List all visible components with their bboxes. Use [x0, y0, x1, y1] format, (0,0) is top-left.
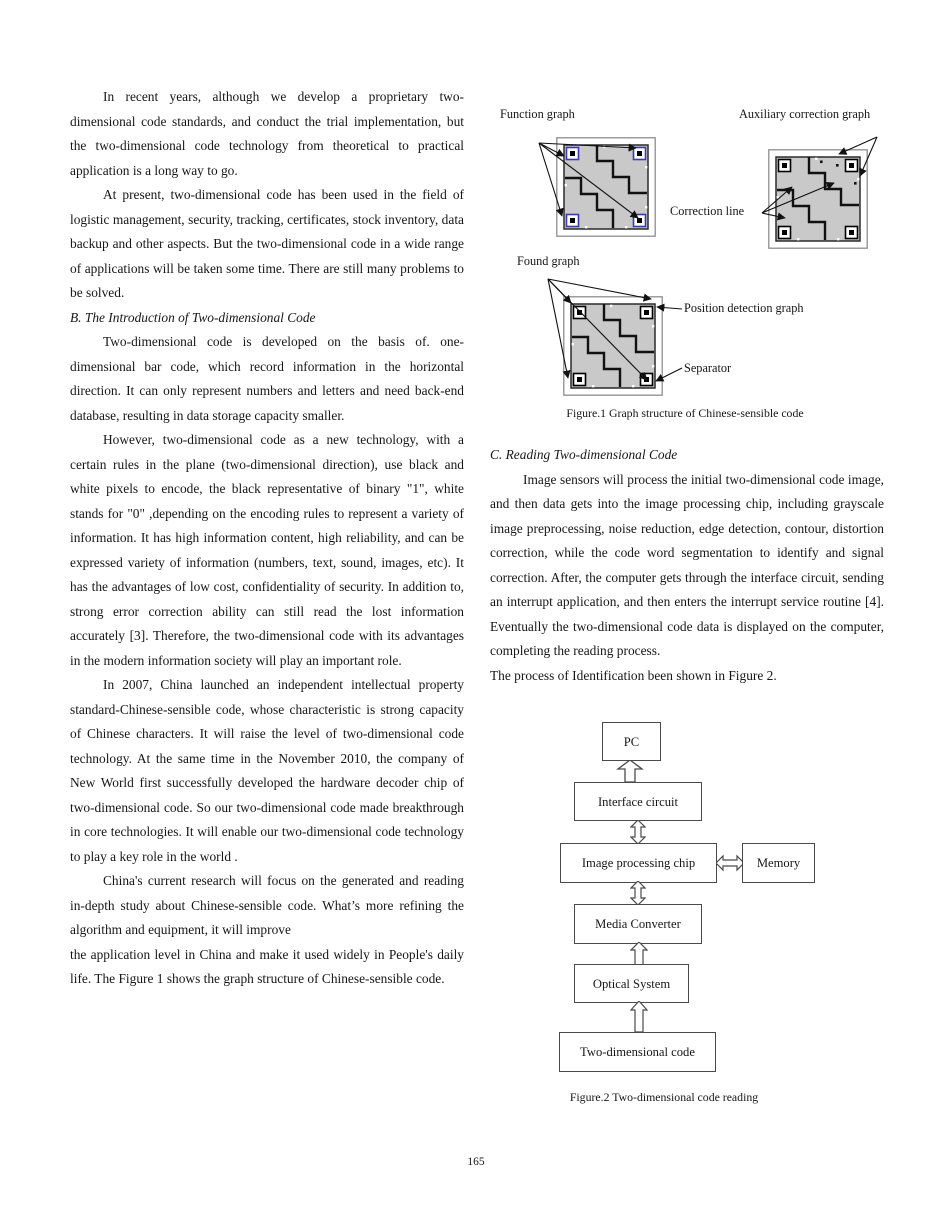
paragraph: However, two-dimensional code as a new technology, with a certain rules in the plane (two-dimensional direction), use black and white pixels to encode, the black representative of binary "1", white stands for "0" ,depending on the encoding rules to represent a variety of information. It has high information content, high reliability, and can be expressed variety of information (numbers, text, sound, images, etc). It has the advantages of low cost, confidentiality of security. In addition to, strong error correction ability can still read the lost information accurately [3]. Therefore, the two-dimensional code with its advantages in the modern information society will play an important role. — [70, 432, 464, 668]
double-vertical-arrow — [630, 881, 646, 905]
left-column — [70, 85, 464, 992]
paragraph: At present, two-dimensional code has been used in the field of logistic management, security, tracking, certificates, stock inventory, data backup and other aspects. But the two-dimensional code in a wide range of applications will be taken some time. There are still many problems to be solved. — [70, 187, 464, 300]
figure2-caption: Figure.2 Two-dimensional code reading — [569, 1090, 759, 1104]
paragraph: the application level in China and make it used widely in People's daily life. The Figure 1 shows the graph structure of Chinese-sensible code. — [70, 946, 464, 986]
flow-node-optical-system: Optical System — [574, 964, 689, 1003]
right-column — [490, 443, 884, 688]
flow-node-pc: PC — [602, 722, 661, 761]
figure1-label-found-graph: Found graph — [517, 254, 580, 268]
figure1-label-auxiliary-correction-graph: Auxiliary correction graph — [739, 107, 871, 121]
flow-node-interface-circuit: Interface circuit — [574, 782, 702, 821]
chinese-sensible-code-graphic-1 — [556, 137, 656, 237]
figure1-label-separator: Separator — [684, 361, 732, 375]
flow-node-two-dimensional-code: Two-dimensional code — [559, 1032, 716, 1072]
section-heading-c: C. Reading Two-dimensional Code — [490, 447, 678, 462]
code-graphic-svg — [563, 296, 663, 396]
paragraph: Image sensors will process the initial two-dimensional code image, and then data gets into the image processing chip, including grayscale image preprocessing, noise reduction, edge detection, contour, distortion correction, while the code word segmentation to identify and signal correction. After, the computer gets through the interface circuit, sending an interrupt application, and then enters the interrupt service routine [4]. Eventually the two-dimensional code data is displayed on the computer, completing the reading process. — [490, 471, 884, 658]
section-heading-b: B. The Introduction of Two-dimensional Code — [70, 309, 316, 325]
chinese-sensible-code-graphic-2 — [768, 149, 868, 249]
flow-node-image-processing-chip: Image processing chip — [560, 843, 717, 883]
figure1-label-correction-line: Correction line — [670, 204, 745, 218]
double-horizontal-arrow — [716, 853, 744, 873]
paragraph: In recent years, although we develop a proprietary two-dimensional code standards, and conduct the trial implementation, but the two-dimensional code technology from theoretical to practical application is a long way to go. — [70, 89, 464, 178]
chinese-sensible-code-graphic-3 — [563, 296, 663, 396]
figure1-label-function-graph: Function graph — [500, 107, 575, 121]
paragraph: The process of Identification been shown in Figure 2. — [490, 667, 777, 683]
paragraph: In 2007, China launched an independent intellectual property standard-Chinese-sensible code, whose characteristic is strong capacity of Chinese characters. It will raise the level of two-dimensional code technology. At the same time in the November 2010, the company of New World first successfully developed the hardware decoder chip of two-dimensional code. So our two-dimensional code made breakthrough in core technologies. It will enable our two-dimensional code technology to play a key role in the world . — [70, 677, 464, 864]
figure1-caption: Figure.1 Graph structure of Chinese-sensible code — [566, 406, 804, 420]
figure1-label-position-detection-graph: Position detection graph — [684, 301, 804, 315]
paragraph: Two-dimensional code is developed on the basis of. one-dimensional bar code, which record information in the horizontal direction. It can only represent numbers and letters and need back-end database, resulting in data storage capacity smaller. — [70, 334, 464, 423]
code-graphic-svg — [768, 149, 868, 249]
flow-node-media-converter: Media Converter — [574, 904, 702, 944]
up-arrow — [630, 942, 648, 965]
up-arrow — [615, 760, 645, 782]
figure2 — [480, 712, 890, 1112]
page-number: 165 — [467, 1156, 485, 1168]
paragraph: China's current research will focus on the generated and reading in-depth study about Chinese-sensible code. What’s more refining the algorithm and equipment, it will improve — [70, 873, 464, 937]
flow-node-memory: Memory — [742, 843, 815, 883]
code-graphic-svg — [556, 137, 656, 237]
figure1 — [480, 100, 890, 435]
double-vertical-arrow — [630, 820, 646, 844]
up-arrow — [630, 1001, 648, 1032]
